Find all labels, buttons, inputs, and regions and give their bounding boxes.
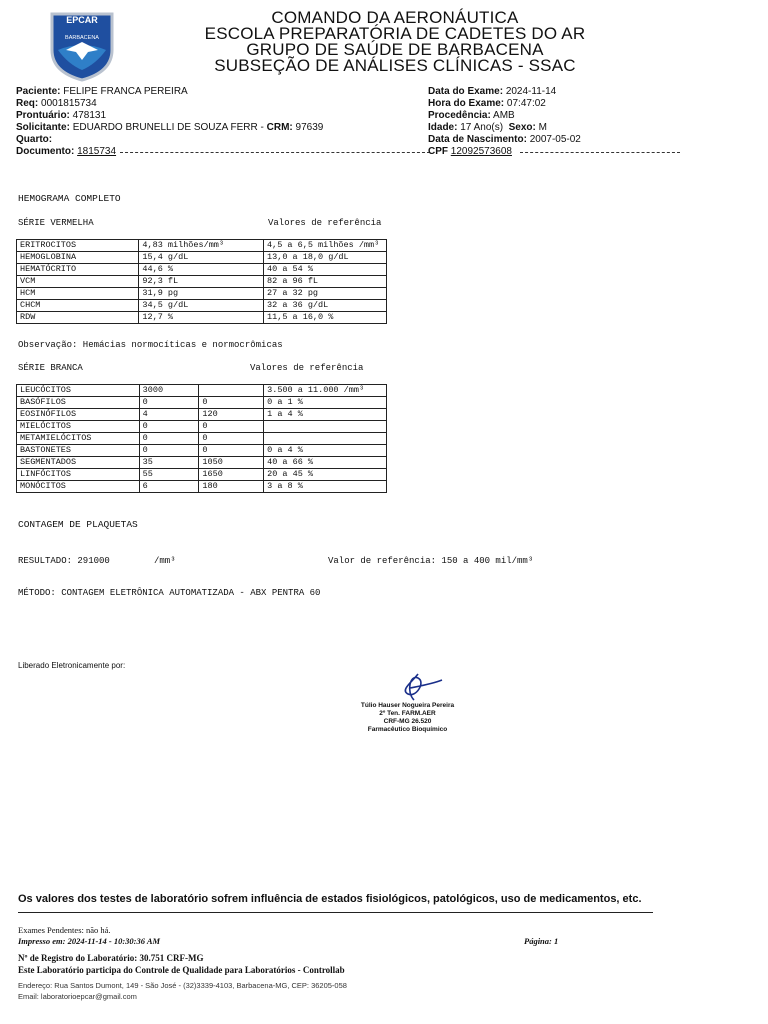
white-series-row-cell: 4 <box>139 409 199 421</box>
white-series-row-cell: MIELÓCITOS <box>17 421 140 433</box>
plaquetas-resultado: RESULTADO: 291000 <box>18 556 110 566</box>
white-series-row-cell: LINFÓCITOS <box>17 469 140 481</box>
white-series-row-cell: 0 <box>199 397 264 409</box>
white-series-row-cell: 3 a 8 % <box>264 481 387 493</box>
white-series-row-cell: 120 <box>199 409 264 421</box>
white-series-row-cell: 0 <box>139 445 199 457</box>
red-series-row-cell: 27 a 32 pg <box>264 288 387 300</box>
white-series-row <box>17 481 387 493</box>
white-series-row-cell <box>264 421 387 433</box>
procedencia-label: Procedência: <box>428 110 491 121</box>
req-value: 0001815734 <box>41 98 97 109</box>
signature-name: Túlio Hauser Nogueira Pereira <box>360 702 455 709</box>
white-series-row <box>17 397 387 409</box>
documento-value: 1815734 <box>77 146 117 157</box>
white-series-row-cell: EOSINÓFILOS <box>17 409 140 421</box>
hora-exame-label: Hora do Exame: <box>428 98 505 109</box>
white-series-row-cell: 0 <box>199 421 264 433</box>
cpf-value: 12092573608 <box>450 146 512 157</box>
red-series-row-cell: 13,0 a 18,0 g/dL <box>264 252 387 264</box>
white-series-row-cell: 0 <box>199 445 264 457</box>
red-series-row-cell: HEMATÓCRITO <box>17 264 139 276</box>
ref-label-white: Valores de referência <box>250 363 364 373</box>
white-series-row-cell: 1 a 4 % <box>264 409 387 421</box>
logo-text: EPCAR <box>66 15 98 25</box>
white-series-row-cell <box>199 385 264 397</box>
signature-stamp <box>345 672 470 744</box>
cpf-label: CPF <box>428 146 448 157</box>
white-series-row <box>17 385 387 397</box>
documento-label: Documento: <box>16 146 75 157</box>
red-series-row <box>17 288 387 300</box>
white-series-row-cell: 3000 <box>139 385 199 397</box>
red-series-row-cell: RDW <box>17 312 139 324</box>
white-series-row-cell: 40 a 66 % <box>264 457 387 469</box>
header-line-4: SUBSEÇÃO DE ANÁLISES CLÍNICAS - SSAC <box>214 56 576 75</box>
patient-info-right <box>428 86 758 158</box>
white-series-row-cell: 1650 <box>199 469 264 481</box>
signature-role: Farmacêutico Bioquímico <box>367 726 448 733</box>
white-series-row-cell: 20 a 45 % <box>264 469 387 481</box>
plaquetas-title: CONTAGEM DE PLAQUETAS <box>18 519 138 530</box>
white-series-row-cell: METAMIELÓCITOS <box>17 433 140 445</box>
registro: Nº de Registro do Laboratório: 30.751 CRF-MG <box>18 953 204 963</box>
red-series-row-cell: VCM <box>17 276 139 288</box>
red-series-row-cell: 4,83 milhões/mm³ <box>139 240 264 252</box>
white-series-row-cell: MONÓCITOS <box>17 481 140 493</box>
white-series-row-cell: 0 a 1 % <box>264 397 387 409</box>
white-series-row-cell: 0 <box>139 433 199 445</box>
impresso: Impresso em: 2024-11-14 - 10:30:36 AM <box>18 936 161 946</box>
controle: Este Laboratório participa do Controle de Qualidade para Laboratórios - Controllab <box>18 965 345 975</box>
white-series-row <box>17 457 387 469</box>
documento-dash-line <box>120 152 430 153</box>
plaquetas-metodo: MÉTODO: CONTAGEM ELETRÔNICA AUTOMATIZADA - ABX PENTRA 60 <box>18 588 321 598</box>
red-series-row-cell: HEMOGLOBINA <box>17 252 139 264</box>
red-series-row <box>17 276 387 288</box>
quarto-label: Quarto: <box>16 134 53 145</box>
red-series-row-cell: 40 a 54 % <box>264 264 387 276</box>
white-series-row <box>17 469 387 481</box>
red-series-row-cell: 12,7 % <box>139 312 264 324</box>
red-series-row-cell: 31,9 pg <box>139 288 264 300</box>
header-line-2: ESCOLA PREPARATÓRIA DE CADETES DO AR <box>204 24 586 43</box>
white-series-table <box>16 384 387 493</box>
prontuario-value: 478131 <box>72 110 107 121</box>
white-series-row-cell: LEUCÓCITOS <box>17 385 140 397</box>
red-series-row-cell: ERITROCITOS <box>17 240 139 252</box>
white-series-row <box>17 433 387 445</box>
red-series-row-cell: 32 a 36 g/dL <box>264 300 387 312</box>
crm-label: CRM: <box>266 122 293 133</box>
serie-vermelha-title: SÉRIE VERMELHA <box>18 218 94 228</box>
white-series-row-cell: 35 <box>139 457 199 469</box>
plaquetas-unit: /mm³ <box>154 556 176 566</box>
red-series-row <box>17 240 387 252</box>
white-series-row-cell: SEGMENTADOS <box>17 457 140 469</box>
hemograma-title: HEMOGRAMA COMPLETO <box>18 193 121 204</box>
white-series-row-cell: BASTONETES <box>17 445 140 457</box>
red-series-row-cell: 82 a 96 fL <box>264 276 387 288</box>
sexo-label: Sexo: <box>508 122 536 133</box>
pendentes: Exames Pendentes: não há. <box>18 925 111 935</box>
red-series-row-cell: 11,5 a 16,0 % <box>264 312 387 324</box>
observacao: Observação: Hemácias normocíticas e normocrômicas <box>18 340 283 350</box>
red-series-row <box>17 300 387 312</box>
white-series-row-cell: 3.500 a 11.000 /mm³ <box>264 385 387 397</box>
red-series-row-cell: 4,5 a 6,5 milhões /mm³ <box>264 240 387 252</box>
footer-divider <box>18 912 653 913</box>
cpf-dash-line <box>520 152 680 153</box>
signature-rank: 2º Ten. FARM.AER <box>379 710 436 717</box>
hora-exame-value: 07:47:02 <box>506 98 546 109</box>
red-series-row <box>17 264 387 276</box>
white-series-row-cell: 1050 <box>199 457 264 469</box>
ref-label-red: Valores de referência <box>268 218 382 228</box>
white-series-row-cell: 6 <box>139 481 199 493</box>
liberado-label: Liberado Eletronicamente por: <box>18 661 126 670</box>
sexo-value: M <box>538 122 547 133</box>
white-series-row <box>17 421 387 433</box>
nascimento-value: 2007-05-02 <box>529 134 581 145</box>
paciente-label: Paciente: <box>16 86 61 97</box>
red-series-table <box>16 239 387 324</box>
white-series-row-cell <box>264 433 387 445</box>
prontuario-label: Prontuário: <box>16 110 70 121</box>
white-series-row-cell: 55 <box>139 469 199 481</box>
endereco: Endereço: Rua Santos Dumont, 149 - São José - (32)3339-4103, Barbacena-MG, CEP: 36205-058 <box>18 981 347 990</box>
red-series-row-cell: 44,6 % <box>139 264 264 276</box>
data-exame-value: 2024-11-14 <box>505 86 557 97</box>
logo-subtext: BARBACENA <box>65 35 99 41</box>
data-exame-label: Data do Exame: <box>428 86 504 97</box>
disclaimer: Os valores dos testes de laboratório sofrem influência de estados fisiológicos, patológicos, uso de medicamentos, etc. <box>18 893 642 905</box>
white-series-row-cell: 0 <box>139 421 199 433</box>
idade-value: 17 Ano(s) <box>460 122 504 133</box>
white-series-row-cell: 180 <box>199 481 264 493</box>
pagina: Página: 1 <box>524 936 559 946</box>
signature-crf: CRF-MG 26.520 <box>383 718 432 725</box>
idade-label: Idade: <box>428 122 458 133</box>
nascimento-label: Data de Nascimento: <box>428 134 527 145</box>
signature-scribble-icon <box>390 672 450 704</box>
red-series-row-cell: 34,5 g/dL <box>139 300 264 312</box>
procedencia-value: AMB <box>493 110 515 121</box>
crm-value: 97639 <box>295 122 324 133</box>
red-series-row-cell: 92,3 fL <box>139 276 264 288</box>
white-series-row-cell: 0 a 4 % <box>264 445 387 457</box>
paciente-value: FELIPE FRANCA PEREIRA <box>63 86 188 97</box>
header-line-3: GRUPO DE SAÚDE DE BARBACENA <box>246 40 544 59</box>
plaquetas-referencia: Valor de referência: 150 a 400 mil/mm³ <box>328 556 534 566</box>
epcar-logo <box>48 10 116 82</box>
solicitante-label: Solicitante: <box>16 122 70 133</box>
red-series-row-cell: HCM <box>17 288 139 300</box>
serie-branca-title: SÉRIE BRANCA <box>18 363 83 373</box>
red-series-row-cell: CHCM <box>17 300 139 312</box>
white-series-row <box>17 409 387 421</box>
email: Email: laboratorioepcar@gmail.com <box>18 992 137 1001</box>
red-series-row <box>17 252 387 264</box>
white-series-row-cell: 0 <box>199 433 264 445</box>
solicitante-value: EDUARDO BRUNELLI DE SOUZA FERR - <box>72 122 264 133</box>
header-line-1: COMANDO DA AERONÁUTICA <box>271 8 519 27</box>
patient-info-left <box>16 86 416 158</box>
institution-header <box>190 10 600 74</box>
req-label: Req: <box>16 98 39 109</box>
white-series-row <box>17 445 387 457</box>
white-series-row-cell: 0 <box>139 397 199 409</box>
white-series-row-cell: BASÓFILOS <box>17 397 140 409</box>
red-series-row-cell: 15,4 g/dL <box>139 252 264 264</box>
red-series-row <box>17 312 387 324</box>
